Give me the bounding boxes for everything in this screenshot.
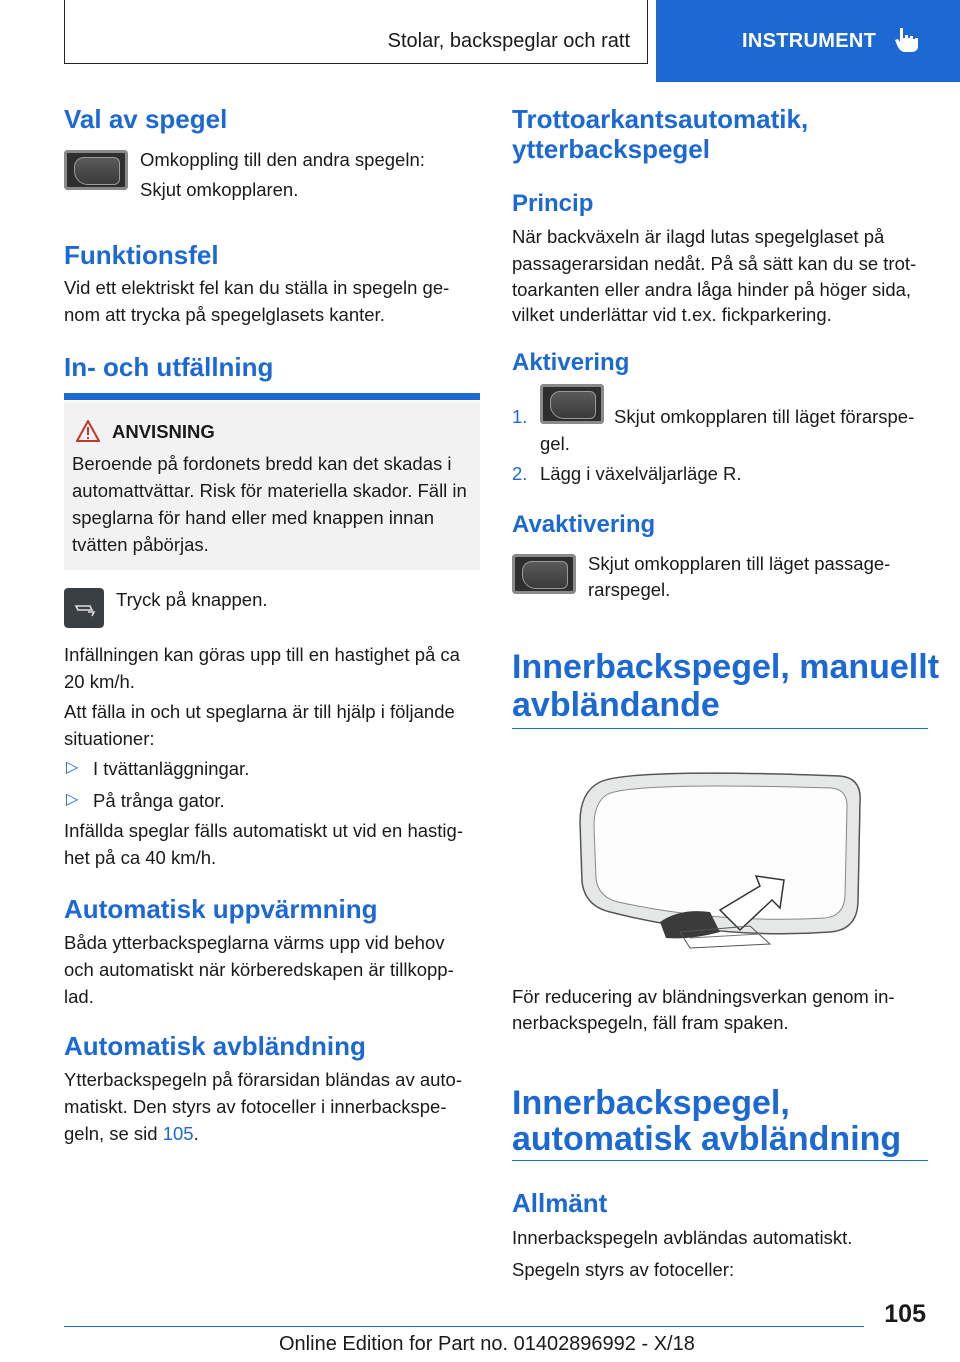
text: Båda ytterbackspeglarna värms upp vid behov xyxy=(64,932,445,953)
heading-automatisk-avblandning-inner: automatisk avbländning xyxy=(512,1120,902,1158)
page-link[interactable]: 105 xyxy=(162,1123,194,1144)
text: tvätten påbörjas. xyxy=(72,534,209,555)
divider xyxy=(64,393,480,400)
text: Beroende på fordonets bredd kan det skadas i xyxy=(72,453,452,474)
heading-ytterbackspegel: ytterbackspegel xyxy=(512,134,710,164)
text xyxy=(64,1120,199,1147)
text: gel. xyxy=(540,433,570,454)
warning-box xyxy=(64,402,480,570)
heading-avblandande: avbländande xyxy=(512,686,720,724)
text: 20 km/h. xyxy=(64,671,135,692)
heading-trottoarkantsautomatik: Trottoarkantsautomatik, xyxy=(512,104,809,134)
section-tab-instrument[interactable] xyxy=(656,0,960,82)
text: Innerbackspegeln avbländas automatiskt. xyxy=(512,1227,853,1248)
bullet-triangle-icon: ▷ xyxy=(66,759,79,776)
footer-edition: Online Edition for Part no. 01402896992 - X/18 xyxy=(279,1333,695,1355)
text: nom att trycka på spegelglasets kanter. xyxy=(64,304,385,325)
heading-automatisk-uppvarmning: Automatisk uppvärmning xyxy=(64,894,378,924)
heading-innerbackspegel-automatisk: Innerbackspegel, xyxy=(512,1084,790,1122)
mirror-switch-image xyxy=(540,384,604,424)
heading-allmant: Allmänt xyxy=(512,1188,608,1218)
text: Omkoppling till den andra spegeln: xyxy=(140,149,425,170)
text: lad. xyxy=(64,986,94,1007)
mirror-fold-icon xyxy=(64,588,104,628)
text: För reducering av bländningsverkan genom in- xyxy=(512,986,895,1007)
text: toarkanten eller andra låga hinder på höger sida, xyxy=(512,279,912,300)
warning-triangle-icon xyxy=(76,420,100,442)
heading-avaktivering: Avaktivering xyxy=(512,511,656,538)
heading-princip: Princip xyxy=(512,190,594,217)
mirror-switch-image xyxy=(64,150,128,190)
heading-val-av-spegel: Val av spegel xyxy=(64,104,228,134)
text: Infällningen kan göras upp till en hastighet på ca xyxy=(64,644,460,665)
section-tab-label: INSTRUMENT xyxy=(742,30,877,52)
step-number: 2. xyxy=(512,463,528,484)
text: matiskt. Den styrs av fotoceller i innerbackspe- xyxy=(64,1096,447,1117)
text: automattvättar. Risk för materiella skador. Fäll in xyxy=(72,480,467,501)
text: nerbackspegeln, fäll fram spaken. xyxy=(512,1012,789,1033)
step-number: 1. xyxy=(512,406,528,427)
text: het på ca 40 km/h. xyxy=(64,847,217,868)
text: geln, se sid xyxy=(64,1123,163,1144)
text: rarspegel. xyxy=(588,579,671,600)
heading-funktionsfel: Funktionsfel xyxy=(64,240,219,270)
pointing-hand-icon xyxy=(894,26,920,54)
text: Tryck på knappen. xyxy=(116,589,268,610)
warning-title: ANVISNING xyxy=(112,421,215,442)
text: passagerarsidan nedåt. På så sätt kan du se trot- xyxy=(512,253,917,274)
header-title: Stolar, backspeglar och ratt xyxy=(387,30,630,52)
text: Spegeln styrs av fotoceller: xyxy=(512,1259,735,1280)
list-item: I tvättanläggningar. xyxy=(93,758,250,779)
text: Lägg i växelväljarläge R. xyxy=(540,463,742,484)
divider xyxy=(512,728,928,729)
fold-button-image xyxy=(64,588,104,628)
text: . xyxy=(193,1123,199,1144)
text: vilket underlättar vid t.ex. fickparkering. xyxy=(512,304,832,325)
list-item: På trånga gator. xyxy=(93,790,225,811)
text: Skjut omkopplaren till läget passage- xyxy=(588,553,891,574)
text: Vid ett elektriskt fel kan du ställa in spegeln ge- xyxy=(64,277,450,298)
heading-innerbackspegel-manuellt: Innerbackspegel, manuellt xyxy=(512,648,940,686)
page-number: 105 xyxy=(884,1300,926,1328)
footer-divider xyxy=(64,1326,864,1327)
heading-aktivering: Aktivering xyxy=(512,349,630,376)
bullet-triangle-icon: ▷ xyxy=(66,791,79,808)
text: När backväxeln är ilagd lutas spegelglaset på xyxy=(512,226,885,247)
text: och automatiskt när körberedskapen är tillkopp- xyxy=(64,959,454,980)
rearview-mirror-illustration xyxy=(570,762,870,952)
mirror-switch-image xyxy=(512,554,576,594)
text: Infällda speglar fälls automatiskt ut vid en hastig- xyxy=(64,820,463,841)
divider xyxy=(512,1160,928,1161)
text: Skjut omkopplaren till läget förarspe- xyxy=(614,406,915,427)
text: Skjut omkopplaren. xyxy=(140,179,299,200)
text: Att fälla in och ut speglarna är till hjälp i följande xyxy=(64,701,455,722)
text: speglarna för hand eller med knappen innan xyxy=(72,507,435,528)
heading-in-och-utfallning: In- och utfällning xyxy=(64,352,274,382)
heading-automatisk-avblandning: Automatisk avbländning xyxy=(64,1031,366,1061)
text: Ytterbackspegeln på förarsidan bländas av auto- xyxy=(64,1069,463,1090)
text: situationer: xyxy=(64,728,155,749)
